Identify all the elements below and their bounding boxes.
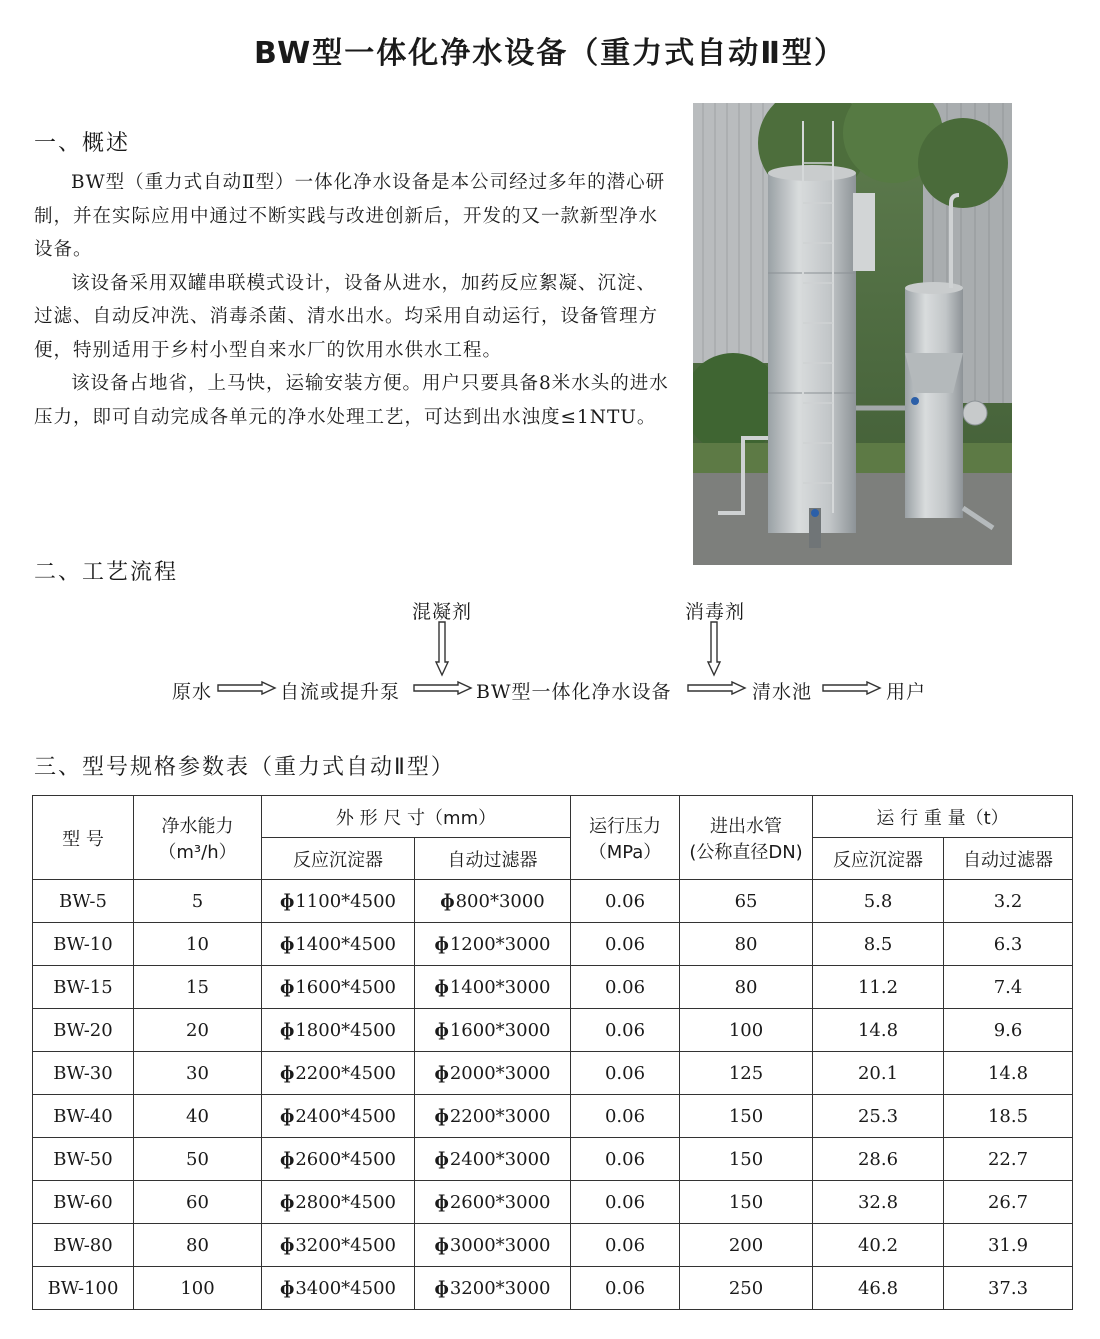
cell-model xyxy=(33,923,134,966)
cell-pressure xyxy=(571,1009,680,1052)
cell-filter-size-value: 1200*3000 xyxy=(449,933,551,955)
cell-model xyxy=(33,1267,134,1310)
cell-filter-weight xyxy=(944,880,1073,923)
cell-filter-weight xyxy=(944,1267,1073,1310)
cell-reactor-weight xyxy=(813,1052,944,1095)
cell-pressure-value: 0.06 xyxy=(604,1062,646,1084)
cell-reactor-weight xyxy=(813,880,944,923)
cell-filter-weight xyxy=(944,1009,1073,1052)
cell-model-value: BW-80 xyxy=(53,1234,113,1256)
cell-filter-weight xyxy=(944,1138,1073,1181)
cell-filter-size xyxy=(415,1267,571,1310)
cell-model xyxy=(33,1138,134,1181)
cell-filter-weight-value: 18.5 xyxy=(987,1105,1029,1127)
col-header-capacity xyxy=(134,796,262,880)
right-arrow-icon xyxy=(823,682,880,694)
cell-filter-weight xyxy=(944,1224,1073,1267)
cell-capacity-value: 40 xyxy=(186,1105,209,1127)
cell-filter-size xyxy=(415,1052,571,1095)
cell-reactor-weight xyxy=(813,966,944,1009)
diameter-symbol: ɸ xyxy=(434,976,449,998)
cell-model xyxy=(33,1095,134,1138)
cell-filter-weight-value: 37.3 xyxy=(987,1277,1029,1299)
flow-step: 自流或提升泵 xyxy=(280,681,401,703)
cell-pressure xyxy=(571,1138,680,1181)
cell-reactor-weight xyxy=(813,1138,944,1181)
cell-capacity xyxy=(134,923,262,966)
cell-reactor-weight xyxy=(813,1009,944,1052)
cell-reactor-size xyxy=(262,1095,415,1138)
cell-pressure xyxy=(571,923,680,966)
cell-filter-size xyxy=(415,966,571,1009)
cell-filter-size-value: 2600*3000 xyxy=(449,1191,551,1213)
col-header-dimensions: 外 形 尺 寸（mm） xyxy=(262,796,571,838)
cell-pipe xyxy=(680,1052,813,1095)
cell-pressure xyxy=(571,880,680,923)
cell-pipe-value: 100 xyxy=(728,1019,764,1041)
additive-disinfectant: 消毒剂 xyxy=(685,601,746,623)
cell-pipe xyxy=(680,923,813,966)
cell-pipe xyxy=(680,966,813,1009)
cell-reactor-weight xyxy=(813,1095,944,1138)
cell-reactor-weight-value: 14.8 xyxy=(857,1019,899,1041)
cell-model-value: BW-50 xyxy=(53,1148,113,1170)
cell-pipe-value: 65 xyxy=(734,890,758,912)
overview-paragraph: BW型（重力式自动Ⅱ型）一体化净水设备是本公司经过多年的潜心研制，并在实际应用中通过不断实践与改进创新后，开发的又一款新型净水设备。 xyxy=(34,172,666,260)
down-arrow-icon xyxy=(708,622,720,675)
diameter-symbol: ɸ xyxy=(434,1062,449,1084)
cell-capacity xyxy=(134,1267,262,1310)
cell-filter-weight xyxy=(944,923,1073,966)
cell-reactor-weight-value: 5.8 xyxy=(863,890,893,912)
cell-filter-weight xyxy=(944,966,1073,1009)
table-row xyxy=(33,1052,1073,1095)
cell-pressure-value: 0.06 xyxy=(604,890,646,912)
cell-capacity xyxy=(134,1181,262,1224)
cell-pressure-value: 0.06 xyxy=(604,1234,646,1256)
cell-reactor-weight-value: 46.8 xyxy=(857,1277,899,1299)
diameter-symbol: ɸ xyxy=(280,1062,295,1084)
cell-filter-size xyxy=(415,1138,571,1181)
cell-pipe xyxy=(680,1181,813,1224)
cell-reactor-weight-value: 20.1 xyxy=(857,1062,899,1084)
cell-reactor-size xyxy=(262,1138,415,1181)
diameter-symbol: ɸ xyxy=(280,1019,295,1041)
flow-step: 用户 xyxy=(886,681,927,703)
col-header-model: 型 号 xyxy=(33,796,134,880)
cell-pipe xyxy=(680,1224,813,1267)
table-row xyxy=(33,923,1073,966)
diameter-symbol: ɸ xyxy=(280,1277,295,1299)
cell-model xyxy=(33,1052,134,1095)
overview-heading: 一、概述 xyxy=(34,131,131,156)
spec-table xyxy=(32,795,1073,1310)
cell-filter-size-value: 3200*3000 xyxy=(449,1277,551,1299)
cell-model-value: BW-10 xyxy=(53,933,113,955)
cell-capacity xyxy=(134,1224,262,1267)
cell-reactor-weight xyxy=(813,1224,944,1267)
cell-reactor-size xyxy=(262,1267,415,1310)
cell-reactor-weight xyxy=(813,1267,944,1310)
diameter-symbol: ɸ xyxy=(434,933,449,955)
diameter-symbol: ɸ xyxy=(280,1234,295,1256)
diameter-symbol: ɸ xyxy=(434,1234,449,1256)
cell-filter-size xyxy=(415,1224,571,1267)
col-header-pressure-unit: （MPa） xyxy=(588,841,662,863)
cell-pressure-value: 0.06 xyxy=(604,1019,646,1041)
cell-filter-size xyxy=(415,1181,571,1224)
cell-filter-size-value: 800*3000 xyxy=(455,890,545,912)
cell-filter-size xyxy=(415,1095,571,1138)
table-row xyxy=(33,1267,1073,1310)
cell-pipe-value: 250 xyxy=(728,1277,764,1299)
diameter-symbol: ɸ xyxy=(280,1148,295,1170)
cell-model-value: BW-40 xyxy=(53,1105,113,1127)
col-header-reactor-weight: 反应沉淀器 xyxy=(813,838,944,880)
cell-reactor-weight-value: 11.2 xyxy=(857,976,899,998)
cell-pipe xyxy=(680,880,813,923)
cell-capacity-value: 80 xyxy=(186,1234,209,1256)
cell-reactor-size-value: 2400*4500 xyxy=(295,1105,396,1127)
cell-capacity xyxy=(134,1138,262,1181)
cell-capacity xyxy=(134,966,262,1009)
cell-pipe-value: 150 xyxy=(728,1191,764,1213)
cell-pressure xyxy=(571,966,680,1009)
cell-filter-size xyxy=(415,1009,571,1052)
cell-capacity-value: 30 xyxy=(186,1062,209,1084)
cell-pressure xyxy=(571,1267,680,1310)
cell-reactor-size xyxy=(262,1181,415,1224)
col-header-pipe xyxy=(680,796,813,880)
cell-reactor-weight-value: 25.3 xyxy=(857,1105,899,1127)
cell-reactor-weight-value: 28.6 xyxy=(857,1148,899,1170)
col-header-capacity-unit: （m³/h） xyxy=(158,841,237,863)
diameter-symbol: ɸ xyxy=(434,1277,449,1299)
cell-reactor-weight xyxy=(813,923,944,966)
cell-pipe-value: 150 xyxy=(728,1105,764,1127)
col-header-pipe-unit: (公称直径DN) xyxy=(689,841,803,863)
cell-filter-weight-value: 31.9 xyxy=(987,1234,1029,1256)
cell-filter-size xyxy=(415,880,571,923)
cell-reactor-size-value: 2800*4500 xyxy=(295,1191,396,1213)
table-row xyxy=(33,880,1073,923)
process-heading: 二、工艺流程 xyxy=(34,560,179,585)
flow-step: BW型一体化净水设备 xyxy=(476,681,672,703)
cell-model-value: BW-30 xyxy=(53,1062,113,1084)
cell-capacity-value: 20 xyxy=(186,1019,209,1041)
additive-coagulant: 混凝剂 xyxy=(412,601,473,623)
cell-reactor-size xyxy=(262,1224,415,1267)
cell-reactor-size-value: 1600*4500 xyxy=(295,976,396,998)
spec-heading: 三、型号规格参数表（重力式自动Ⅱ型） xyxy=(34,755,455,780)
col-header-pipe-label: 进出水管 xyxy=(710,815,783,837)
cell-model-value: BW-20 xyxy=(53,1019,113,1041)
cell-capacity-value: 10 xyxy=(186,933,209,955)
cell-pressure xyxy=(571,1224,680,1267)
cell-pressure-value: 0.06 xyxy=(604,1277,646,1299)
table-row xyxy=(33,966,1073,1009)
cell-model xyxy=(33,1009,134,1052)
cell-filter-size-value: 2400*3000 xyxy=(449,1148,551,1170)
cell-filter-weight-value: 22.7 xyxy=(987,1148,1029,1170)
cell-filter-size-value: 1400*3000 xyxy=(449,976,551,998)
cell-filter-size-value: 2200*3000 xyxy=(449,1105,551,1127)
spec-table-body xyxy=(33,880,1073,1310)
diameter-symbol: ɸ xyxy=(280,1105,295,1127)
cell-filter-size-value: 3000*3000 xyxy=(449,1234,551,1256)
cell-pressure xyxy=(571,1181,680,1224)
diameter-symbol: ɸ xyxy=(440,890,455,912)
cell-reactor-weight-value: 32.8 xyxy=(857,1191,899,1213)
down-arrow-icon xyxy=(436,622,448,675)
cell-reactor-size xyxy=(262,1052,415,1095)
col-header-weight: 运 行 重 量（t） xyxy=(813,796,1073,838)
right-arrow-icon xyxy=(688,682,745,694)
flow-step: 原水 xyxy=(172,681,213,703)
cell-reactor-size-value: 3200*4500 xyxy=(295,1234,396,1256)
cell-pipe xyxy=(680,1138,813,1181)
diameter-symbol: ɸ xyxy=(434,1019,449,1041)
col-header-reactor: 反应沉淀器 xyxy=(262,838,415,880)
cell-reactor-weight xyxy=(813,1181,944,1224)
cell-reactor-size-value: 1800*4500 xyxy=(295,1019,396,1041)
cell-capacity xyxy=(134,1095,262,1138)
cell-filter-weight-value: 26.7 xyxy=(987,1191,1029,1213)
table-row xyxy=(33,1224,1073,1267)
cell-capacity-value: 5 xyxy=(191,890,204,912)
cell-reactor-weight-value: 40.2 xyxy=(857,1234,899,1256)
cell-capacity xyxy=(134,1009,262,1052)
right-arrow-icon xyxy=(414,682,471,694)
cell-model-value: BW-15 xyxy=(53,976,113,998)
cell-pressure xyxy=(571,1052,680,1095)
cell-pressure-value: 0.06 xyxy=(604,1191,646,1213)
cell-filter-size xyxy=(415,923,571,966)
cell-filter-weight-value: 9.6 xyxy=(993,1019,1023,1041)
cell-capacity xyxy=(134,1052,262,1095)
cell-pressure-value: 0.06 xyxy=(604,1105,646,1127)
col-header-filter: 自动过滤器 xyxy=(415,838,571,880)
cell-reactor-size xyxy=(262,1009,415,1052)
cell-model xyxy=(33,880,134,923)
cell-filter-weight xyxy=(944,1181,1073,1224)
diameter-symbol: ɸ xyxy=(280,933,295,955)
cell-reactor-size xyxy=(262,880,415,923)
cell-capacity-value: 15 xyxy=(186,976,209,998)
cell-filter-weight-value: 7.4 xyxy=(993,976,1023,998)
diameter-symbol: ɸ xyxy=(280,890,295,912)
cell-model xyxy=(33,1224,134,1267)
cell-pipe xyxy=(680,1095,813,1138)
cell-pipe-value: 125 xyxy=(728,1062,764,1084)
cell-model-value: BW-5 xyxy=(59,890,107,912)
cell-filter-size-value: 2000*3000 xyxy=(449,1062,551,1084)
cell-reactor-size-value: 2200*4500 xyxy=(295,1062,396,1084)
cell-pipe-value: 80 xyxy=(734,976,758,998)
cell-pipe xyxy=(680,1267,813,1310)
cell-capacity-value: 50 xyxy=(186,1148,209,1170)
table-row xyxy=(33,1138,1073,1181)
cell-pressure-value: 0.06 xyxy=(604,976,646,998)
overview-paragraph: 该设备采用双罐串联模式设计，设备从进水，加药反应絮凝、沉淀、过滤、自动反冲洗、消毒杀菌、清水出水。均采用自动运行，设备管理方便，特别适用于乡村小型自来水厂的饮用水供水工程。 xyxy=(34,272,659,361)
cell-capacity-value: 100 xyxy=(180,1277,215,1299)
cell-pipe-value: 80 xyxy=(734,933,758,955)
cell-pressure-value: 0.06 xyxy=(604,1148,646,1170)
diameter-symbol: ɸ xyxy=(280,976,295,998)
cell-pressure xyxy=(571,1095,680,1138)
page-title: BW型一体化净水设备（重力式自动Ⅱ型） xyxy=(253,36,847,71)
cell-reactor-size xyxy=(262,966,415,1009)
right-arrow-icon xyxy=(218,682,275,694)
cell-pressure-value: 0.06 xyxy=(604,933,646,955)
flow-step: 清水池 xyxy=(752,681,813,703)
cell-model-value: BW-100 xyxy=(47,1277,119,1299)
table-row xyxy=(33,1009,1073,1052)
cell-model xyxy=(33,1181,134,1224)
cell-reactor-size-value: 3400*4500 xyxy=(295,1277,396,1299)
cell-capacity-value: 60 xyxy=(186,1191,209,1213)
diameter-symbol: ɸ xyxy=(434,1148,449,1170)
cell-filter-weight xyxy=(944,1095,1073,1138)
cell-pipe-value: 150 xyxy=(728,1148,764,1170)
col-header-pressure xyxy=(571,796,680,880)
cell-reactor-size xyxy=(262,923,415,966)
col-header-filter-weight: 自动过滤器 xyxy=(944,838,1073,880)
col-header-capacity-label: 净水能力 xyxy=(161,815,234,837)
table-row xyxy=(33,1095,1073,1138)
cell-reactor-weight-value: 8.5 xyxy=(863,933,893,955)
cell-model-value: BW-60 xyxy=(53,1191,113,1213)
diameter-symbol: ɸ xyxy=(434,1105,449,1127)
cell-filter-weight-value: 14.8 xyxy=(987,1062,1029,1084)
cell-filter-size-value: 1600*3000 xyxy=(449,1019,551,1041)
cell-filter-weight-value: 3.2 xyxy=(993,890,1023,912)
cell-reactor-size-value: 2600*4500 xyxy=(295,1148,396,1170)
cell-model xyxy=(33,966,134,1009)
overview-paragraph: 该设备占地省，上马快，运输安装方便。用户只要具备8米水头的进水压力，即可自动完成各单元的净水处理工艺，可达到出水浊度≤1NTU。 xyxy=(34,373,669,428)
cell-filter-weight-value: 6.3 xyxy=(993,933,1023,955)
col-header-pressure-label: 运行压力 xyxy=(589,815,662,837)
cell-pipe xyxy=(680,1009,813,1052)
cell-reactor-size-value: 1100*4500 xyxy=(295,890,396,912)
cell-pipe-value: 200 xyxy=(728,1234,764,1256)
cell-filter-weight xyxy=(944,1052,1073,1095)
diameter-symbol: ɸ xyxy=(434,1191,449,1213)
diameter-symbol: ɸ xyxy=(280,1191,295,1213)
table-row xyxy=(33,1181,1073,1224)
cell-capacity xyxy=(134,880,262,923)
cell-reactor-size-value: 1400*4500 xyxy=(295,933,396,955)
